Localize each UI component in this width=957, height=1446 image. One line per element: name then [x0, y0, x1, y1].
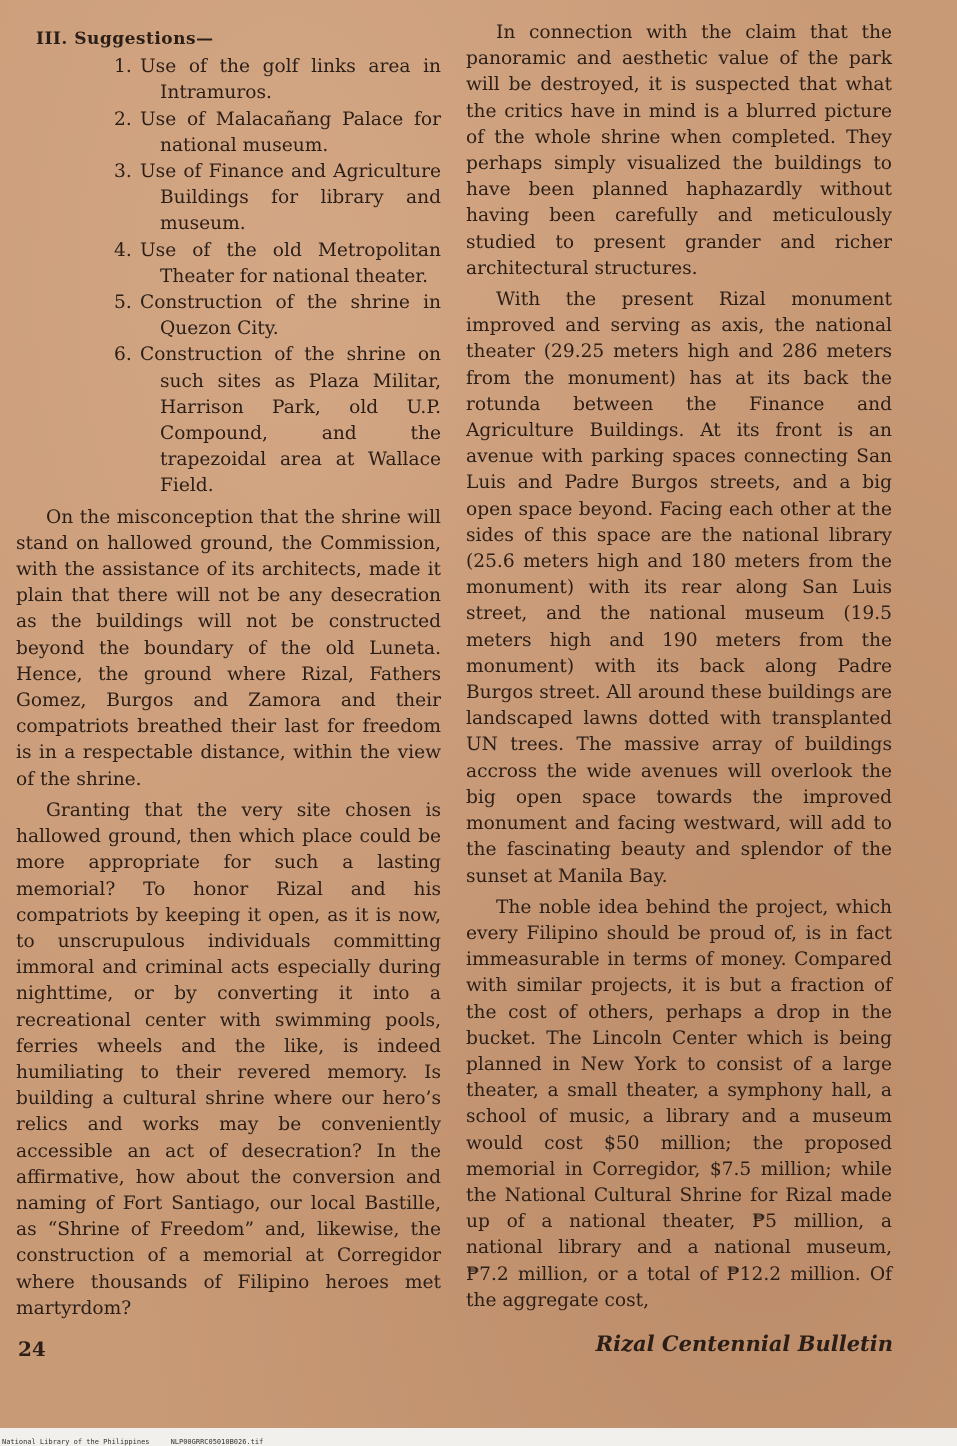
list-item-text: Use of the golf links area in Intramuros. — [140, 56, 441, 104]
list-item — [114, 54, 441, 106]
list-item-text: Construction of the shrine on such sites as Plaza Militar, Harrison Park, old U.P. Compound, and the trapezoidal area at Wallace Field. — [140, 344, 441, 497]
list-item — [114, 290, 441, 342]
list-item-number: 5. — [114, 292, 132, 314]
list-item — [114, 159, 441, 238]
page-number: 24 — [18, 1337, 46, 1361]
list-item-number: 3. — [114, 161, 132, 183]
list-item — [114, 107, 441, 159]
left-column — [16, 20, 441, 1327]
list-item-number: 6. — [114, 344, 132, 366]
list-item-text: Use of Finance and Agriculture Buildings for library and museum. — [140, 161, 441, 235]
list-item — [114, 238, 441, 290]
list-item-text: Construction of the shrine in Quezon City. — [140, 292, 441, 340]
right-column — [466, 20, 892, 1319]
suggestions-heading: III. Suggestions— — [36, 29, 214, 49]
list-item-number: 2. — [114, 108, 132, 130]
list-item-number: 1. — [114, 56, 132, 78]
list-item-text: Use of Malacañang Palace for national museum. — [140, 108, 441, 156]
list-item-number: 4. — [114, 239, 132, 261]
paragraph-misconception: On the misconception that the shrine will stand on hallowed ground, the Commission, with the assistance of its architects, made it plain that there will not be any desecration as the buildings will not be constructed beyond the boundary of the old Luneta. Hence, the ground where Rizal, Fathers Gomez, Burgos and Zamora and their compatriots breathed their last for freedom is in a respectable distance, within the view of the shrine. — [16, 506, 441, 790]
publication-title: Rizal Centennial Bulletin — [595, 1331, 893, 1356]
paragraph-site-layout: With the present Rizal monument improved and serving as axis, the national theater (29.25 meters high and 286 meters from the monument) has at its back the rotunda between the Finance and Agriculture Buildings. At its front is an avenue with parking spaces connecting San Luis and Padre Burgos streets, and a big open space beyond. Facing each other at the sides of this space are the national library (25.6 meters high and 180 meters from the monument) with its rear along San Luis street, and the national museum (19.5 meters high and 190 meters from the monument) with its back along Padre Burgos street. All around these buildings are landscaped lawns dotted with transplanted UN trees. The massive array of buildings accross the wide avenues will overlook the big open space towards the improved monument and facing westward, will add to the fascinating beauty and splendor of the sunset at Manila Bay. — [466, 289, 892, 887]
suggestions-list — [16, 54, 441, 499]
paragraph-panoramic-value: In connection with the claim that the panoramic and aesthetic value of the park will be destroyed, it is suspected that what the critics have in mind is a blurred picture of the whole shrine when completed. They perhaps simply visualized the buildings to have been planned haphazardly without having been carefully and meticulously studied to present grander and richer architectural structures. — [466, 22, 892, 279]
list-item-text: Use of the old Metropolitan Theater for national theater. — [140, 239, 441, 287]
scan-label: National Library of the Philippines NLP00GRRC05010B026.tif — [2, 1438, 264, 1446]
paragraph-hallowed-ground: Granting that the very site chosen is hallowed ground, then which place could be more appropriate for such a lasting memorial? To honor Rizal and his compatriots by keeping it open, as it is now, to unscrupulous individuals committing immoral and criminal acts especially during nighttime, or by converting it into a recreational center with swimming pools, ferries wheels and the like, is indeed humiliating to their revered memory. Is building a cultural shrine where our hero’s relics and works may be conveniently accessible an act of desecration? In the affirmative, how about the conversion and naming of Fort Santiago, our local Bastille, as “Shrine of Freedom” and, likewise, the construction of a memorial at Corregidor where thousands of Filipino heroes met martyrdom? — [16, 799, 441, 1319]
paragraph-project-cost: The noble idea behind the project, which every Filipino should be proud of, is in fact immeasurable in terms of money. Compared with similar projects, it is but a fraction of the cost of others, perhaps a drop in the bucket. The Lincoln Center which is being planned in New York to consist of a large theater, a small theater, a symphony hall, a school of music, a library and a museum would cost $50 million; the proposed memorial in Corregidor, $7.5 million; while the National Cultural Shrine for Rizal made up of a national theater, ₱5 million, a national library and a national museum, ₱7.2 million, or a total of ₱12.2 million. Of the aggregate cost, — [466, 896, 892, 1311]
list-item — [114, 342, 441, 499]
